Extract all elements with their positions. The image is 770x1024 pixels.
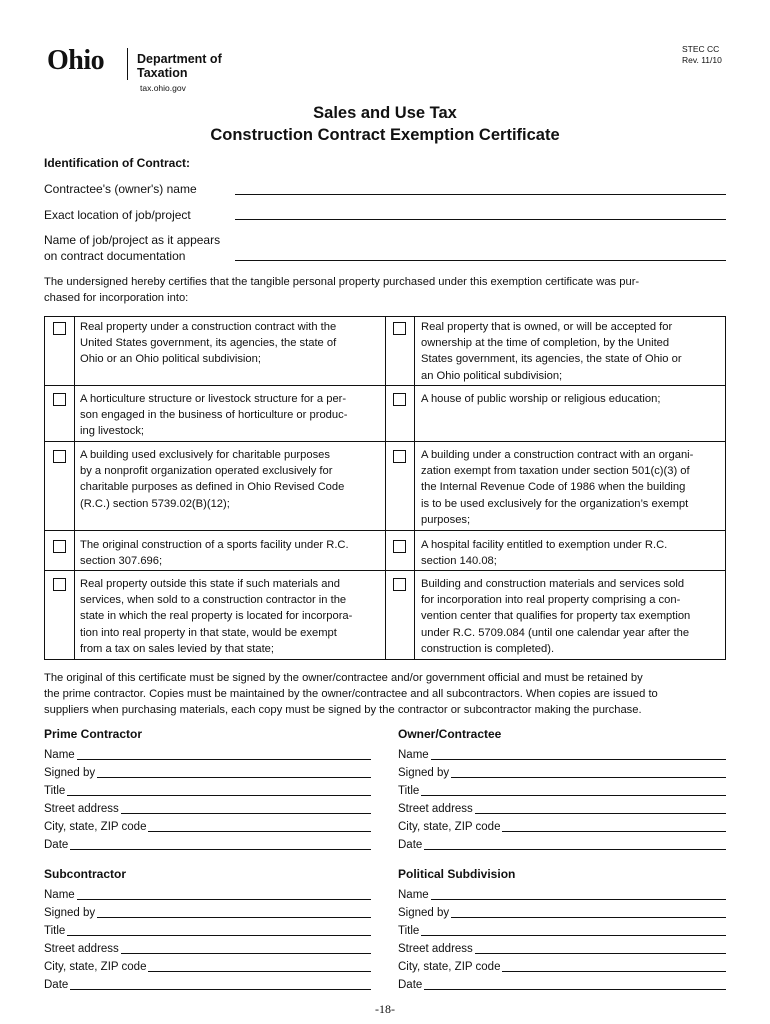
field-label: Date — [44, 979, 69, 991]
option-hospital-facility — [421, 537, 719, 569]
sub-title-row[interactable] — [44, 920, 371, 938]
option-text-line: Real property that is owned, or will be accepted for — [421, 321, 673, 333]
subcontractor-heading: Subcontractor — [44, 867, 127, 881]
retention-notice — [44, 670, 726, 718]
option-out-of-state-property — [80, 576, 378, 657]
field-line[interactable] — [475, 813, 726, 814]
field-line[interactable] — [431, 759, 726, 760]
field-line[interactable] — [67, 795, 371, 796]
field-line[interactable] — [421, 795, 726, 796]
owner-street-row[interactable] — [398, 798, 726, 816]
form-id: STEC CC — [682, 44, 720, 54]
option-text-line: charitable purposes as defined in Ohio Revised Code — [80, 481, 345, 494]
field-label: City, state, ZIP code — [398, 821, 501, 833]
notice-line: the prime contractor. Copies must be maintained by the owner/contractee and all subcontractors. When copies are issued to — [44, 688, 658, 700]
owner-date-row[interactable] — [398, 834, 726, 852]
option-text-line: purposes; — [421, 513, 471, 526]
job-location-field[interactable] — [235, 219, 726, 220]
field-label: Street address — [44, 943, 119, 955]
department-line-1: Department of — [137, 52, 222, 66]
field-line[interactable] — [70, 989, 371, 990]
form-revision: Rev. 11/10 — [682, 55, 722, 65]
option-text-line: section 140.08; — [421, 555, 497, 568]
field-line[interactable] — [70, 849, 371, 850]
field-line[interactable] — [424, 849, 726, 850]
field-label: Name — [398, 749, 429, 761]
intro-line-2: chased for incorporation into: — [44, 292, 189, 304]
option-text-line: section 307.696; — [80, 555, 163, 568]
option-text-line: zation exempt from taxation under section 501(c)(3) of — [421, 465, 690, 478]
logo-divider — [127, 48, 128, 80]
field-line[interactable] — [97, 917, 371, 918]
field-line[interactable] — [121, 813, 371, 814]
field-label: Title — [398, 785, 420, 797]
option-text-line: tion into real property in that state, would be exempt — [80, 626, 337, 639]
checkbox-out-of-state-property[interactable] — [53, 578, 66, 591]
option-text-line: state in which the real property is located for incorpora- — [80, 610, 353, 623]
field-line[interactable] — [475, 953, 726, 954]
option-convention-center — [421, 576, 719, 657]
option-text-line: A hospital facility entitled to exemption under R.C. — [421, 539, 668, 551]
political-signed-by-row[interactable] — [398, 902, 726, 920]
form-title-line-1: Sales and Use Tax — [313, 104, 457, 122]
notice-line: suppliers when purchasing materials, each copy must be signed by the contractor or subcontractor making the purchase. — [44, 704, 642, 716]
field-label: Title — [44, 785, 66, 797]
prime-signed-by-row[interactable] — [44, 762, 371, 780]
option-text-line: is to be used exclusively for the organization’s exempt — [421, 497, 689, 510]
option-federal-state-contract — [80, 319, 378, 368]
field-label: Title — [44, 925, 66, 937]
owner-signed-by-row[interactable] — [398, 762, 726, 780]
field-line[interactable] — [148, 831, 371, 832]
field-label: Date — [398, 979, 423, 991]
option-text-line: son engaged in the business of horticulture or produc- — [80, 409, 348, 422]
page-number: -18- — [375, 1002, 395, 1016]
field-line[interactable] — [148, 971, 371, 972]
identification-heading: Identification of Contract: — [44, 156, 190, 170]
option-text-line: an Ohio political subdivision; — [421, 369, 563, 382]
prime-city-row[interactable] — [44, 816, 371, 834]
owner-contractee-block — [398, 744, 726, 852]
prime-name-row[interactable] — [44, 744, 371, 762]
checkbox-federal-state-contract[interactable] — [53, 322, 66, 335]
contractee-name-label: Contractee's (owner's) name — [44, 182, 197, 196]
sub-name-row[interactable] — [44, 884, 371, 902]
option-text-line: States government, its agencies, the state of Ohio or — [421, 353, 682, 366]
option-text-line: (R.C.) section 5739.02(B)(12); — [80, 497, 230, 510]
field-line[interactable] — [77, 759, 371, 760]
ohio-logo: Ohio — [47, 45, 105, 76]
prime-title-row[interactable] — [44, 780, 371, 798]
option-horticulture-livestock — [80, 391, 378, 440]
option-text-line: construction is completed). — [421, 642, 555, 655]
sub-date-row[interactable] — [44, 974, 371, 992]
field-label: City, state, ZIP code — [44, 821, 147, 833]
contractee-name-field[interactable] — [235, 194, 726, 195]
notice-line: The original of this certificate must be signed by the owner/contractee and/or government official and must be retained by — [44, 672, 643, 684]
field-label: City, state, ZIP code — [398, 961, 501, 973]
prime-contractor-heading: Prime Contractor — [44, 727, 143, 741]
subcontractor-block — [44, 884, 371, 992]
option-text-line: from a tax on sales levied by that state; — [80, 642, 275, 655]
option-text-line: A building used exclusively for charitable purposes — [80, 449, 330, 461]
sub-city-row[interactable] — [44, 956, 371, 974]
option-text-line: A building under a construction contract with an organi- — [421, 449, 694, 461]
political-subdivision-heading: Political Subdivision — [398, 867, 516, 881]
prime-street-row[interactable] — [44, 798, 371, 816]
field-label: Title — [398, 925, 420, 937]
field-line[interactable] — [431, 899, 726, 900]
field-line[interactable] — [67, 935, 371, 936]
department-line-2: Taxation — [137, 66, 188, 80]
field-line[interactable] — [502, 831, 726, 832]
checkbox-501c3-building[interactable] — [393, 450, 406, 463]
political-city-row[interactable] — [398, 956, 726, 974]
field-label: Signed by — [44, 767, 96, 779]
option-text-line: Building and construction materials and services sold — [421, 578, 685, 590]
owner-name-row[interactable] — [398, 744, 726, 762]
prime-contractor-block — [44, 744, 371, 852]
checkbox-charitable-building[interactable] — [53, 450, 66, 463]
form-title-line-2: Construction Contract Exemption Certificate — [210, 126, 560, 144]
job-name-label-line-1: Name of job/project as it appears — [44, 233, 221, 247]
field-line[interactable] — [451, 777, 726, 778]
form-identifier — [682, 44, 722, 66]
option-text-line: by a nonprofit organization operated exclusively for — [80, 465, 333, 478]
option-government-owned-property — [421, 319, 719, 384]
checkbox-sports-facility[interactable] — [53, 540, 66, 553]
field-label: Street address — [398, 803, 473, 815]
option-text-line: Real property under a construction contract with the — [80, 321, 337, 333]
checkbox-convention-center[interactable] — [393, 578, 406, 591]
field-line[interactable] — [502, 971, 726, 972]
field-line[interactable] — [77, 899, 371, 900]
option-text-line: for incorporation into real property comprising a con- — [421, 594, 681, 607]
political-date-row[interactable] — [398, 974, 726, 992]
option-text-line: The original construction of a sports facility under R.C. — [80, 539, 349, 551]
field-line[interactable] — [451, 917, 726, 918]
option-house-of-worship — [421, 391, 719, 407]
field-label: Date — [44, 839, 69, 851]
owner-city-row[interactable] — [398, 816, 726, 834]
owner-contractee-heading: Owner/Contractee — [398, 727, 502, 741]
checkbox-government-owned-property[interactable] — [393, 322, 406, 335]
checkbox-house-of-worship[interactable] — [393, 393, 406, 406]
option-text-line: vention center that qualifies for property tax exemption — [421, 610, 691, 623]
field-label: Street address — [398, 943, 473, 955]
option-sports-facility — [80, 537, 378, 569]
political-street-row[interactable] — [398, 938, 726, 956]
field-label: Street address — [44, 803, 119, 815]
option-text-line: the Internal Revenue Code of 1986 when the building — [421, 481, 686, 494]
field-label: Name — [44, 749, 75, 761]
option-text-line: ownership at the time of completion, by the United — [421, 337, 670, 350]
option-text-line: ing livestock; — [80, 425, 145, 438]
job-name-field[interactable] — [235, 260, 726, 261]
option-text-line: under R.C. 5709.084 (until one calendar year after the — [421, 626, 690, 639]
owner-title-row[interactable] — [398, 780, 726, 798]
political-name-row[interactable] — [398, 884, 726, 902]
grid-col-divider — [385, 316, 386, 660]
option-text-line: Real property outside this state if such materials and — [80, 578, 340, 590]
sub-street-row[interactable] — [44, 938, 371, 956]
field-line[interactable] — [424, 989, 726, 990]
field-label: Date — [398, 839, 423, 851]
grid-col-divider — [74, 316, 75, 660]
checkbox-horticulture-livestock[interactable] — [53, 393, 66, 406]
field-label: Name — [44, 889, 75, 901]
option-text-line: A horticulture structure or livestock structure for a per- — [80, 393, 347, 405]
website-url[interactable]: tax.ohio.gov — [140, 83, 186, 93]
option-501c3-building — [421, 447, 719, 528]
job-location-label: Exact location of job/project — [44, 208, 191, 222]
option-charitable-building — [80, 447, 378, 512]
field-label: Signed by — [398, 767, 450, 779]
field-line[interactable] — [97, 777, 371, 778]
field-label: Signed by — [44, 907, 96, 919]
sub-signed-by-row[interactable] — [44, 902, 371, 920]
intro-line-1: The undersigned hereby certifies that the tangible personal property purchased under this exemption certificate was pur- — [44, 276, 640, 288]
option-text-line: United States government, its agencies, the state of — [80, 337, 337, 350]
prime-date-row[interactable] — [44, 834, 371, 852]
field-line[interactable] — [121, 953, 371, 954]
field-label: City, state, ZIP code — [44, 961, 147, 973]
checkbox-hospital-facility[interactable] — [393, 540, 406, 553]
political-title-row[interactable] — [398, 920, 726, 938]
job-name-label-line-2: on contract documentation — [44, 249, 186, 263]
field-line[interactable] — [421, 935, 726, 936]
option-text-line: Ohio or an Ohio political subdivision; — [80, 353, 261, 366]
field-label: Signed by — [398, 907, 450, 919]
political-subdivision-block — [398, 884, 726, 992]
option-text-line: A house of public worship or religious education; — [421, 393, 661, 405]
grid-col-divider — [414, 316, 415, 660]
department-name — [137, 52, 222, 80]
field-label: Name — [398, 889, 429, 901]
option-text-line: services, when sold to a construction contractor in the — [80, 594, 347, 607]
